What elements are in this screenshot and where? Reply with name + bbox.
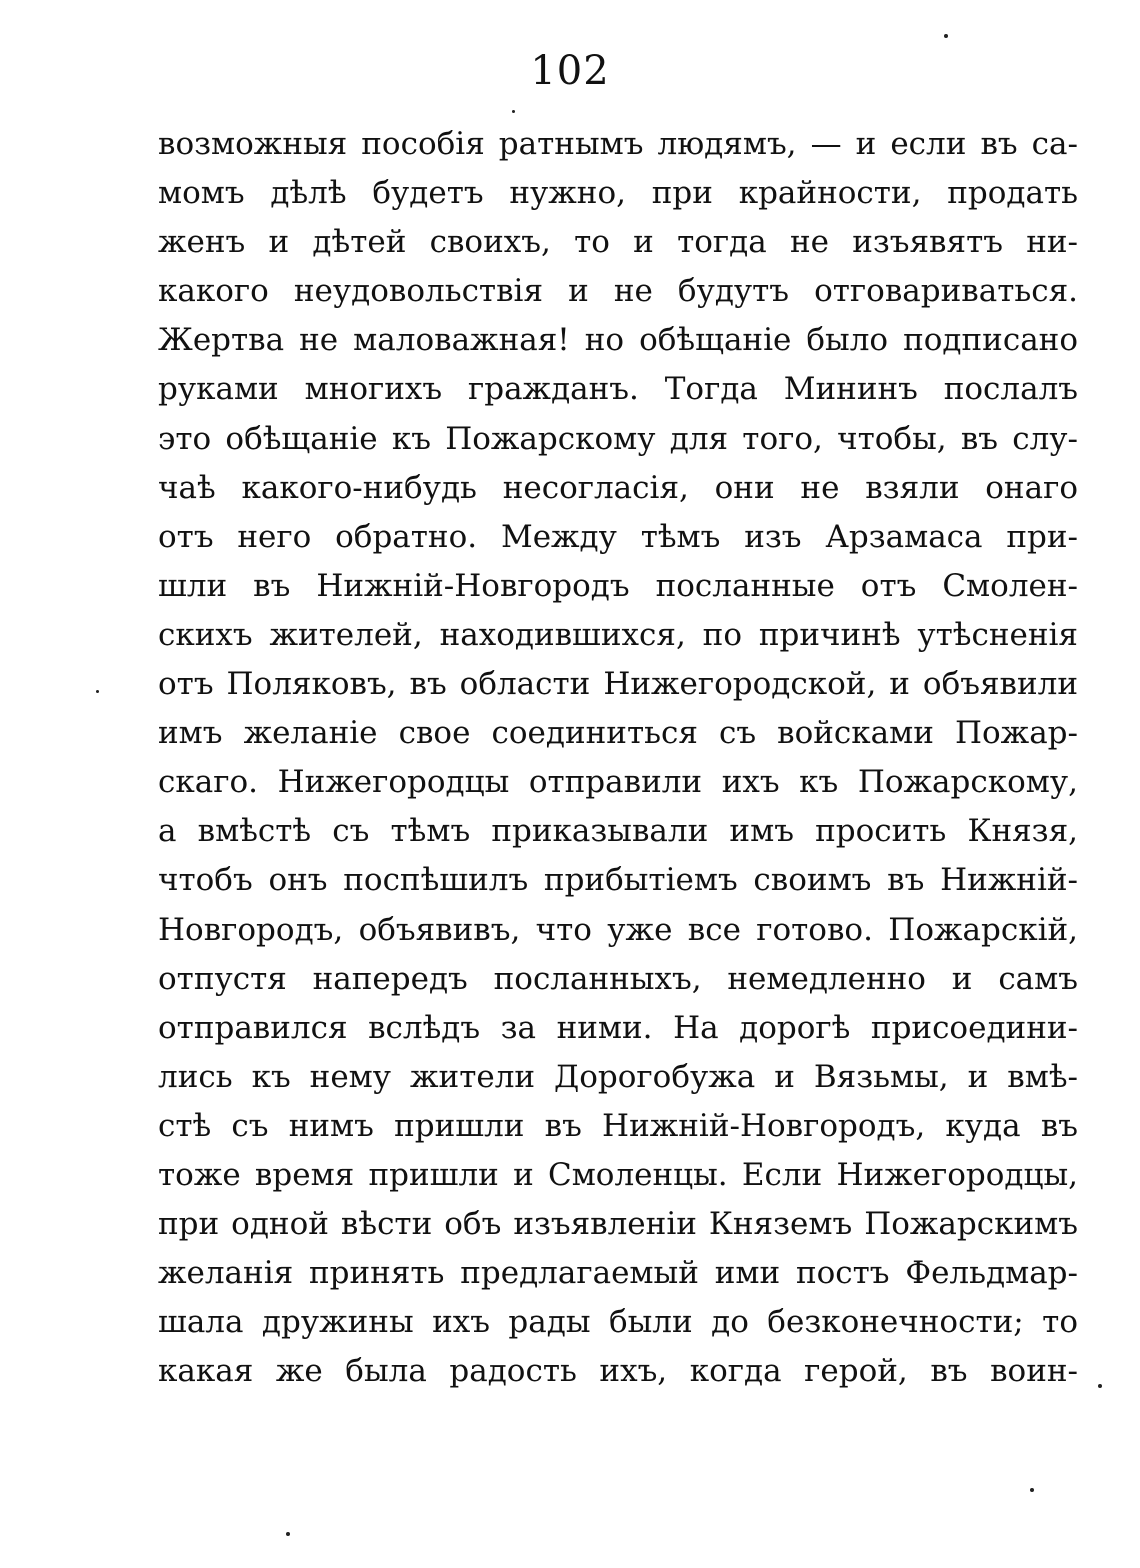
text-line: отъ него обратно. Между тѣмъ изъ Арзамаса при- bbox=[158, 518, 1078, 555]
text-line: тоже время пришли и Смоленцы. Если Нижегородцы, bbox=[158, 1156, 1078, 1193]
text-line: Жертва не маловажная! но обѣщаніе было подписано bbox=[158, 322, 1078, 359]
text-line: скихъ жителей, находившихся, по причинѣ утѣсненія bbox=[158, 616, 1078, 653]
scan-speck bbox=[1098, 1384, 1102, 1388]
text-line: скаго. Нижегородцы отправили ихъ къ Пожарскому, bbox=[158, 764, 1078, 801]
text-line: отпустя напередъ посланныхъ, немедленно и самъ bbox=[158, 960, 1078, 997]
text-line: отъ Поляковъ, въ области Нижегородской, и объявили bbox=[158, 666, 1078, 703]
text-line: лись къ нему жители Дорогобужа и Вязьмы, и вмѣ- bbox=[158, 1058, 1078, 1095]
text-line: возможныя пособія ратнымъ людямъ, — и если въ са- bbox=[158, 126, 1078, 162]
text-line: это обѣщаніе къ Пожарскому для того, чтобы, въ слу- bbox=[158, 420, 1078, 457]
text-line: момъ дѣлѣ будетъ нужно, при крайности, продать bbox=[158, 175, 1078, 212]
text-line: шли въ Нижній-Новгородъ посланные отъ Смолен- bbox=[158, 567, 1078, 604]
scan-speck bbox=[1030, 1488, 1034, 1492]
scan-speck bbox=[96, 690, 99, 693]
scan-speck bbox=[286, 1532, 290, 1536]
text-line: какая же была радость ихъ, когда герой, въ воин- bbox=[158, 1353, 1078, 1390]
text-line: а вмѣстѣ съ тѣмъ приказывали имъ просить Князя, bbox=[158, 813, 1078, 850]
text-line: чаѣ какого-нибудь несогласія, они не взяли онаго bbox=[158, 469, 1078, 506]
scan-speck bbox=[512, 110, 515, 113]
text-line: чтобъ онъ поспѣшилъ прибытіемъ своимъ въ Нижній- bbox=[158, 862, 1078, 899]
scan-speck bbox=[944, 34, 948, 38]
text-line: какого неудовольствія и не будутъ отговариваться. bbox=[158, 273, 1078, 310]
text-line: имъ желаніе свое соединиться съ войсками Пожар- bbox=[158, 715, 1078, 752]
body-text bbox=[158, 120, 1078, 1396]
text-line: стѣ съ нимъ пришли въ Нижній-Новгородъ, куда въ bbox=[158, 1107, 1078, 1144]
text-line: желанія принять предлагаемый ими постъ Фельдмар- bbox=[158, 1255, 1078, 1292]
page-number: 102 bbox=[530, 48, 610, 94]
text-line: руками многихъ гражданъ. Тогда Мининъ послалъ bbox=[158, 371, 1078, 408]
text-line: женъ и дѣтей своихъ, то и тогда не изъявятъ ни- bbox=[158, 224, 1078, 261]
text-line: отправился вслѣдъ за ними. На дорогѣ присоедини- bbox=[158, 1009, 1078, 1046]
text-line: при одной вѣсти объ изъявленіи Княземъ Пожарскимъ bbox=[158, 1206, 1078, 1243]
text-line: шала дружины ихъ рады были до безконечности; то bbox=[158, 1304, 1078, 1341]
text-line: Новгородъ, объявивъ, что уже все готово. Пожарскій, bbox=[158, 911, 1078, 948]
